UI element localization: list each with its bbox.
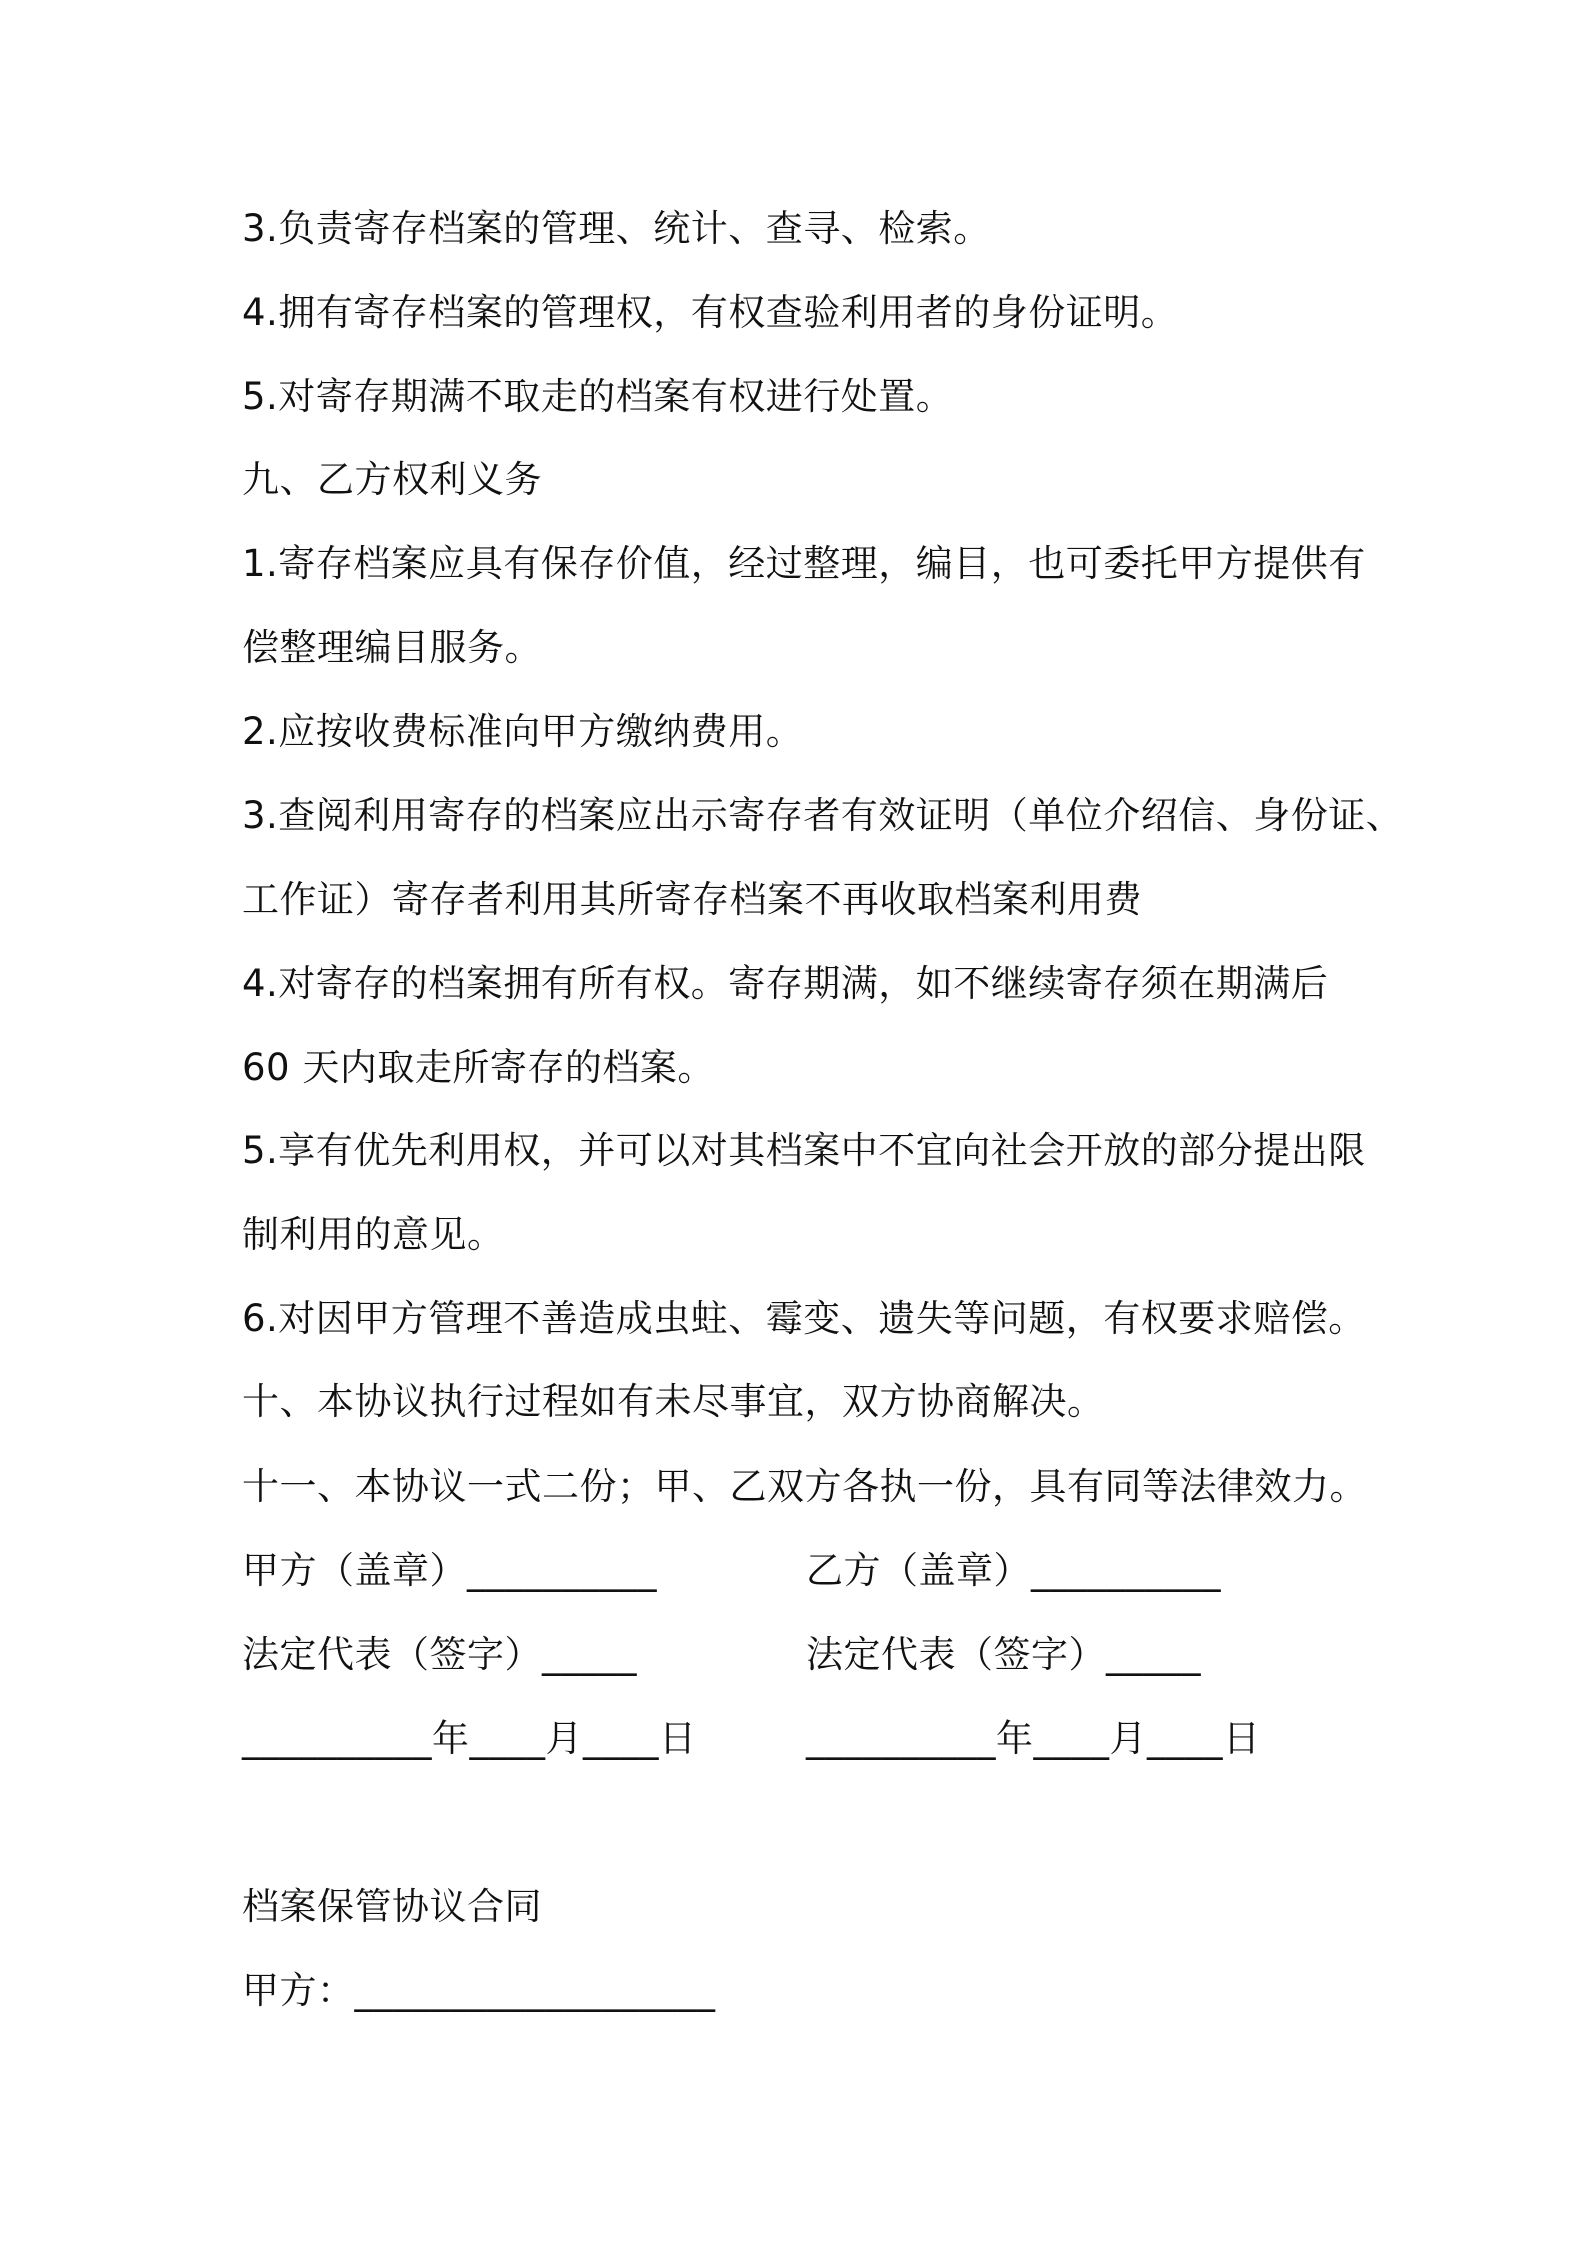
party-a-date-field: __________年____月____日	[242, 1717, 697, 1760]
party-a-seal-field: 甲方（盖章）__________	[242, 1549, 657, 1592]
party-a-name-field: 甲方：___________________	[242, 1969, 716, 2012]
party-a-representative-field: 法定代表（签字）_____	[242, 1633, 637, 1676]
duty-line-3: 3.负责寄存档案的管理、统计、查寻、检索。	[242, 207, 991, 250]
contract-title: 档案保管协议合同	[242, 1885, 542, 1928]
party-b-seal-field: 乙方（盖章）__________	[806, 1549, 1221, 1592]
section-9-line: 工作证）寄存者利用其所寄存档案不再收取档案利用费	[242, 878, 1142, 921]
section-9-line: 偿整理编目服务。	[242, 626, 542, 669]
section-9-heading: 九、乙方权利义务	[242, 458, 542, 501]
section-11: 十一、本协议一式二份；甲、乙双方各执一份，具有同等法律效力。	[242, 1465, 1367, 1508]
section-9-line: 制利用的意见。	[242, 1213, 505, 1256]
section-9-line: 4.对寄存的档案拥有所有权。寄存期满，如不继续寄存须在期满后	[242, 962, 1329, 1005]
party-b-representative-field: 法定代表（签字）_____	[806, 1633, 1201, 1676]
duty-line-5: 5.对寄存期满不取走的档案有权进行处置。	[242, 375, 954, 418]
section-9-line: 60 天内取走所寄存的档案。	[242, 1046, 715, 1089]
section-10: 十、本协议执行过程如有未尽事宜，双方协商解决。	[242, 1380, 1105, 1423]
section-9-line: 3.查阅利用寄存的档案应出示寄存者有效证明（单位介绍信、身份证、	[242, 794, 1404, 837]
section-9-line: 2.应按收费标准向甲方缴纳费用。	[242, 710, 804, 753]
section-9-line: 5.享有优先利用权，并可以对其档案中不宜向社会开放的部分提出限	[242, 1129, 1366, 1172]
party-b-date-field: __________年____月____日	[806, 1717, 1261, 1760]
section-9-line: 1.寄存档案应具有保存价值，经过整理，编目，也可委托甲方提供有	[242, 542, 1366, 585]
duty-line-4: 4.拥有寄存档案的管理权，有权查验利用者的身份证明。	[242, 291, 1179, 334]
section-9-line: 6.对因甲方管理不善造成虫蛀、霉变、遗失等问题，有权要求赔偿。	[242, 1297, 1366, 1340]
